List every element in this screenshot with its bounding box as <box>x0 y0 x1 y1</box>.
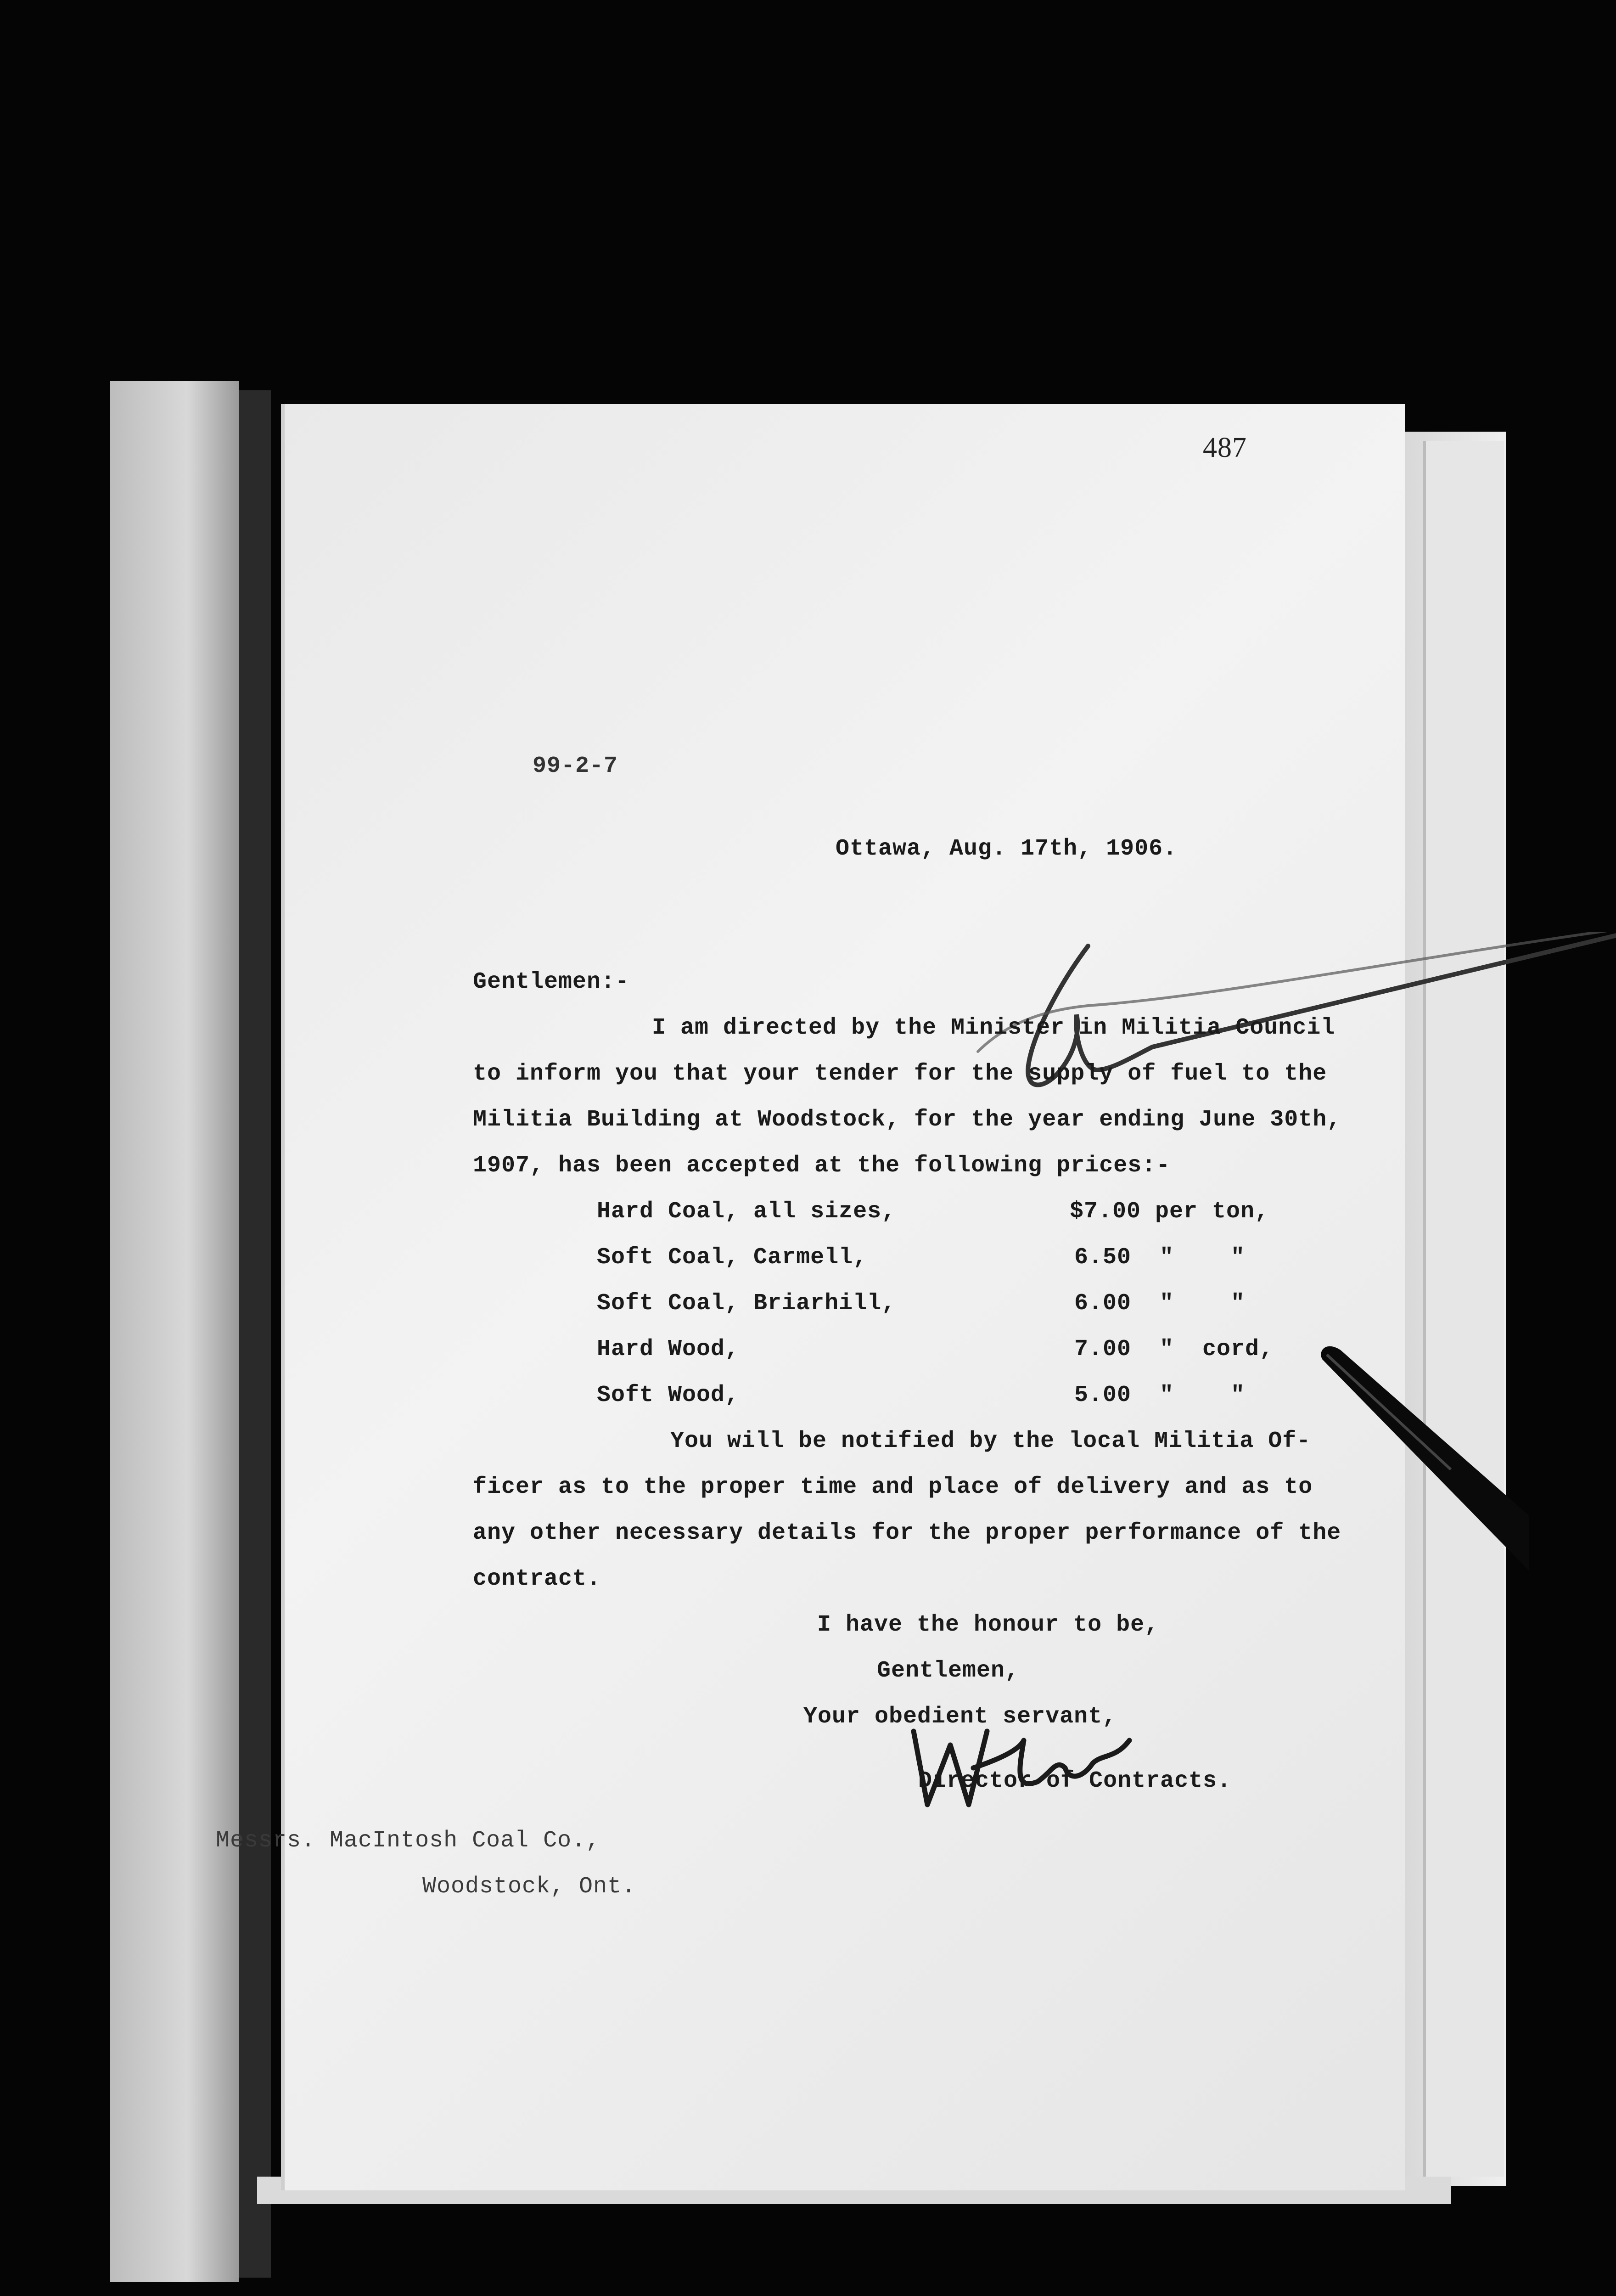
closing-line: I have the honour to be, <box>817 1612 1159 1638</box>
underlying-sheet-left <box>110 381 239 2282</box>
notice-line: contract. <box>473 1566 601 1592</box>
addressee-line: Messrs. MacIntosh Coal Co., <box>216 1828 600 1854</box>
body-line: 1907, has been accepted at the following prices:- <box>473 1153 1171 1179</box>
notice-line: any other necessary details for the proper performance of the <box>473 1520 1341 1546</box>
binding-strip <box>239 390 271 2278</box>
dateline: Ottawa, Aug. 17th, 1906. <box>836 836 1178 862</box>
price-item: Hard Wood, <box>597 1336 740 1362</box>
body-line: Militia Building at Woodstock, for the year ending June 30th, <box>473 1107 1341 1133</box>
price-item: Soft Coal, Briarhill, <box>597 1290 896 1317</box>
page-number: 487 <box>1203 432 1247 463</box>
signer-title: Director of Contracts. <box>918 1768 1232 1794</box>
price-value: 5.00 " " <box>1074 1382 1246 1408</box>
body-line: I am directed by the Minister in Militia Council <box>652 1015 1335 1041</box>
price-item: Soft Coal, Carmell, <box>597 1244 868 1271</box>
closing-line: Gentlemen, <box>877 1658 1020 1684</box>
price-item: Soft Wood, <box>597 1382 740 1408</box>
price-value: 7.00 " cord, <box>1074 1336 1274 1362</box>
letter-page <box>216 404 1405 2190</box>
price-item: Hard Coal, all sizes, <box>597 1199 896 1225</box>
underlying-sheet-right-edge <box>1423 441 1504 2177</box>
price-value: 6.50 " " <box>1074 1244 1246 1271</box>
body-line: to inform you that your tender for the supply of fuel to the <box>473 1061 1327 1087</box>
pen-icon <box>1313 1332 1533 1570</box>
price-value: $7.00 per ton, <box>1070 1199 1269 1225</box>
price-value: 6.00 " " <box>1074 1290 1246 1317</box>
notice-line: ficer as to the proper time and place of delivery and as to <box>473 1474 1313 1500</box>
notice-line: You will be notified by the local Militia Of- <box>670 1428 1311 1454</box>
file-reference: 99-2-7 <box>533 753 618 779</box>
salutation: Gentlemen:- <box>473 969 630 995</box>
addressee-line: Woodstock, Ont. <box>422 1874 636 1900</box>
handwritten-signature <box>900 1704 1139 1823</box>
closing-line: Your obedient servant, <box>803 1704 1117 1730</box>
